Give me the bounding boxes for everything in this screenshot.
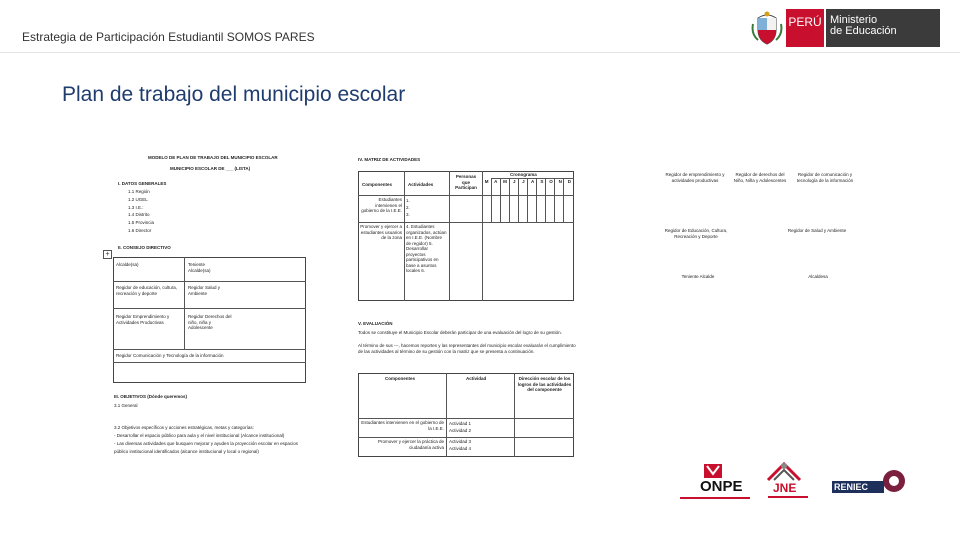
table-rule [446,373,447,457]
matrix-row1-act: 1. [406,198,410,203]
month-label: J [522,179,525,184]
matrix-row1-component: Estudiantes intervienen el gobierno de la I.E.E. [361,197,402,213]
reniec-logo-text: RENIEC [834,482,869,492]
matrix-row1-act: 2. [406,205,410,210]
general-data-list [128,189,154,236]
ministry-line1: Ministerio [830,14,878,26]
peru-label: PERÚ [786,9,824,47]
eval-paragraph: Todos se constituye el Municipio Escolar deberán participar de una evaluación del logro de su gestión. [358,330,562,335]
objective-line: 3.2 Objetivos específicos y acciones estratégicas, metas y categorías: [114,425,254,430]
reniec-emblem-icon [880,468,908,494]
month-label: O [549,179,553,184]
eval-row2-activity: Actividad 4 [449,446,472,451]
eval-row1-activity: Actividad 1 [449,421,472,426]
table-rule [514,373,515,457]
table-rule [563,178,564,223]
role-label: Regidor de emprendimiento y actividades productivas [665,172,725,183]
role-label: Regidor de Educación, Cultura, Recreación y Deporte [664,228,728,239]
table-rule [358,437,574,438]
objective-line: - Las diversas actividades que busquen mejorar y ayuden la proyección escolar en espacios [114,441,298,446]
month-label: M [503,179,507,184]
table-rule [518,178,519,223]
month-row [482,179,574,185]
jne-underline [768,496,808,498]
header-title: Estrategia de Participación Estudiantil SOMOS PARES [22,30,315,44]
slide-title: Plan de trabajo del municipio escolar [62,83,406,106]
table-rule [554,178,555,223]
role-label: Regidor de Salud y Ambiente [787,228,847,233]
onpe-emblem-icon [702,460,724,480]
table-rule [491,178,492,223]
table-rule [113,362,306,363]
matrix-row2-acts: 4. Estudiantes organizados, actúan en I.E.E. (Nombre de regidor) 5. Desarrollar proyectos participativos en base a asuntos locales 6. [406,224,447,273]
header-divider [0,52,960,53]
jne-logo-text: JNE [773,481,797,495]
month-label: M [484,179,489,184]
month-label: N [558,179,562,184]
table-move-handle-icon[interactable]: + [103,250,112,259]
table-rule [358,222,574,223]
matrix-col-cronograma: Cronograma [510,172,537,177]
general-item: 1.6 Director [128,227,152,233]
doc-left-section1: I. DATOS GENERALES [118,181,167,186]
table-rule [449,171,450,301]
eval-paragraph: Al término de sus ---, hacemos reportes y las representantes del municipio escolar evaluarán el cumplimiento de las actividades al término de su gestión con la matriz que se presenta a continuación. [358,343,576,354]
doc-left-heading: MODELO DE PLAN DE TRABAJO DEL MUNICIPIO ESCOLAR [148,155,278,160]
matrix-col-componentes: Componentes [362,182,393,187]
council-cell: Alcalde(sa) [116,262,139,267]
month-label: D [567,179,572,184]
table-rule [527,178,528,223]
matrix-row2-component: Promover y ejercer a estudiantes usuarios de la zona [360,224,402,240]
matrix-row1-act: 3. [406,212,410,217]
eval-col-header: Actividad [466,376,487,381]
objective-line: público institucional identificados (alcance institucional y local o regional) [114,449,259,454]
objective-line: - Desarrollar el espacio público para aula y el nivel institucional (Alcance institucional) [114,433,285,438]
eval-row1-component: Estudiantes intervienen en el gobierno de la I.E.E. [361,420,444,431]
jne-emblem-icon [766,460,802,482]
council-cell: Regidor de educación, cultura, recreación y deporte [116,285,178,296]
month-label: A [530,179,535,184]
general-item: 1.3 I.E.: [128,204,144,210]
role-label: Regidor de comunicación y tecnología de la información [796,172,854,183]
council-cell: Regidor Derechos del niño, niña y Adolescente [188,314,232,330]
matrix-col-responsable: Personas que Participan [455,174,477,190]
doc-left-subheading: MUNICIPIO ESCOLAR DE ___ (LISTA) [170,166,251,171]
ministry-label [826,9,940,47]
general-item: 1.2 UGEL [128,196,148,202]
table-rule [404,171,405,301]
month-label: A [494,179,498,184]
general-item: 1.4 Distrito [128,212,150,218]
table-rule [358,418,574,419]
table-rule [113,349,306,350]
objective-general: 3.1 General [114,403,138,408]
role-label: Regidor de derechos del Niño, Niña y Adolescentes [733,172,787,183]
role-label: Alcaldesa [808,274,828,279]
eval-col-header: Dirección escolar de los logros de las actividades del componente [517,376,572,392]
general-item: 1.5 Provincia [128,220,155,226]
council-cell: Regidor Salud y Ambiente [188,285,221,296]
eval-row2-component: Promover y ejercer la práctica de ciudadanía activa [377,439,444,450]
doc-left-section2: II. CONSEJO DIRECTIVO [118,245,171,250]
eval-col-header: Componentes [385,376,416,381]
month-label: S [540,179,544,184]
table-rule [184,257,185,349]
peru-coat-of-arms-icon [750,10,784,46]
doc-left-section3: III. OBJETIVOS (Dónde queremos) [114,394,188,399]
table-rule [113,281,306,282]
table-rule [536,178,537,223]
table-rule [509,178,510,223]
council-cell: Regidor Comunicación y Tecnología de la información [116,353,224,358]
general-item: 1.1 Región [128,189,150,194]
ministry-line2: de Educación [830,25,897,37]
table-rule [358,195,574,196]
onpe-underline [680,497,750,499]
table-rule [545,178,546,223]
month-label: J [512,179,516,184]
table-rule [113,308,306,309]
council-cell: Regidor Emprendimiento y Actividades Productivas [116,314,170,325]
onpe-logo-text: ONPE [700,478,743,495]
doc-mid-section5: V. EVALUACIÓN [358,321,393,326]
table-rule [500,178,501,223]
eval-row1-activity: Actividad 2 [449,428,472,433]
doc-mid-section4: IV. MATRIZ DE ACTIVIDADES [358,157,421,162]
eval-row2-activity: Actividad 3 [449,439,472,444]
role-label: Teniente Alcalde [681,274,715,279]
council-cell: Teniente Alcalde(sa) [188,262,211,273]
matrix-col-actividades: Actividades [408,182,434,187]
table-rule [482,171,483,301]
